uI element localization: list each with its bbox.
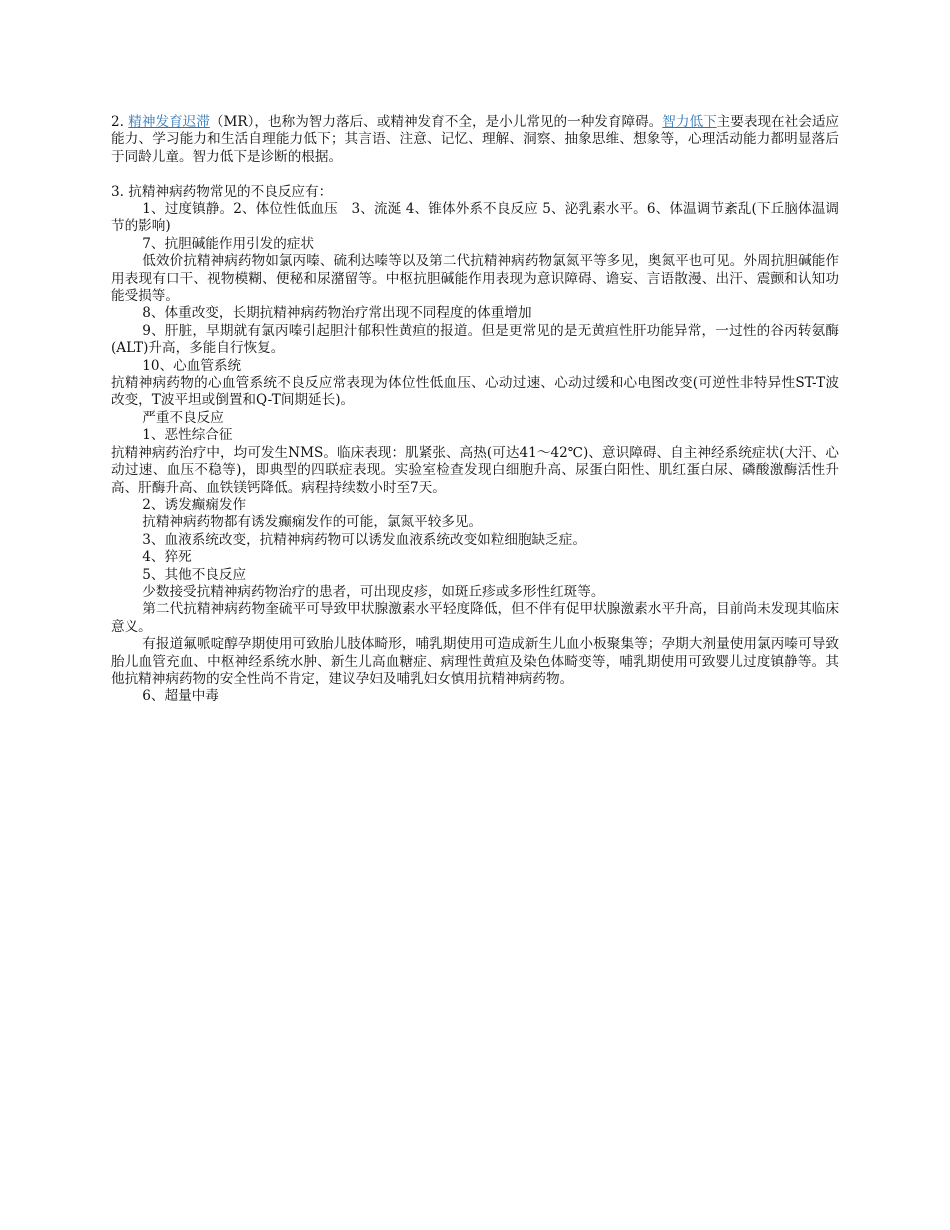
link-intellectual-disability[interactable]: 智力低下 — [662, 114, 717, 130]
section-3-paragraph: 3、血液系统改变，抗精神病药物可以诱发血液系统改变如粒细胞缺乏症。 — [142, 531, 586, 548]
paragraph-gap — [111, 166, 839, 183]
section-2-number: 2. — [111, 114, 129, 130]
section-3-heading: 3. 抗精神病药物常见的不良反应有： — [111, 183, 333, 200]
section-3-paragraph: 1、恶性综合征 — [142, 427, 233, 444]
section-3-paragraph: 9、肝脏，早期就有氯丙嗪引起胆汁郁积性黄疸的报道。但是更常见的是无黄疸性肝功能异常，一过性的谷丙转氨酶(ALT)升高，多能自行恢复。 — [111, 322, 839, 357]
section-3-paragraph: 7、抗胆碱能作用引发的症状 — [142, 235, 315, 252]
section-2-paragraph — [111, 114, 839, 166]
section-3-paragraph: 第二代抗精神病药物奎硫平可导致甲状腺激素水平轻度降低，但不伴有促甲状腺激素水平升高，目前尚未发现其临床意义。 — [111, 601, 839, 635]
link-mental-retardation[interactable]: 精神发育迟滞 — [128, 114, 210, 130]
section-3-paragraph: 4、猝死 — [142, 549, 192, 566]
section-3-paragraph: 抗精神病药物的心血管系统不良反应常表现为体位性低血压、心动过速、心动过缓和心电图改变(可逆性非特异性ST-T波改变，T波平坦或倒置和Q-T间期延长)。 — [111, 375, 839, 409]
section-3-paragraph: 抗精神病药治疗中，均可发生NMS。临床表现：肌紧张、高热(可达41～42℃)、意识障碍、自主神经系统症状(大汗、心动过速、血压不稳等)，即典型的四联症表现。实验室检查发现白细胞升高、尿蛋白阳性、肌红蛋白尿、磷酸激酶活性升高、肝酶升高、血铁镁钙降低。病程持续数小时至7天。 — [111, 444, 839, 496]
document-page — [111, 114, 839, 706]
section-3-paragraph: 抗精神病药物都有诱发癫痫发作的可能，氯氮平较多见。 — [142, 514, 483, 531]
section-3-paragraph: 8、体重改变，长期抗精神病药物治疗常出现不同程度的体重增加 — [142, 305, 532, 322]
section-3-paragraph: 5、其他不良反应 — [142, 566, 247, 583]
section-3-body — [111, 201, 839, 706]
section-3-paragraph: 10、心血管系统 — [142, 357, 242, 374]
section-3-paragraph: 少数接受抗精神病药物治疗的患者，可出现皮疹，如斑丘疹或多形性红斑等。 — [142, 583, 605, 600]
section-3-paragraph: 低效价抗精神病药物如氯丙嗪、硫利达嗪等以及第二代抗精神病药物氯氮平等多见，奥氮平也可见。外周抗胆碱能作用表现有口干、视物模糊、便秘和尿潴留等。中枢抗胆碱能作用表现为意识障碍、谵妄、言语散漫、出汗、震颤和认知功能受损等。 — [111, 253, 839, 305]
section-3-paragraph: 2、诱发癫痫发作 — [142, 496, 247, 513]
section-3-paragraph: 有报道氟哌啶醇孕期使用可致胎儿肢体畸形，哺乳期使用可造成新生儿血小板聚集等；孕期大剂量使用氯丙嗪可导致胎儿血管充血、中枢神经系统水肿、新生儿高血糖症、病理性黄疸及染色体畸变等，哺乳期使用可致婴儿过度镇静等。其他抗精神病药物的安全性尚不肯定，建议孕妇及哺乳妇女慎用抗精神病药物。 — [111, 636, 839, 687]
section-2-text-2: 主要表现在社会适应能力、学习能力和生活自理能力低下；其言语、注意、记忆、理解、洞察、抽象思维、想象等，心理活动能力都明显落后于同龄儿童。智力低下是诊断的根据。 — [111, 114, 840, 165]
section-2-text-1: （MR），也称为智力落后、或精神发育不全，是小儿常见的一种发育障碍。 — [209, 114, 663, 130]
section-3-paragraph: 6、超量中毒 — [142, 688, 219, 705]
section-3-paragraph: 严重不良反应 — [142, 409, 224, 426]
section-3-paragraph: 1、过度镇静。2、体位性低血压 3、流涎 4、锥体外系不良反应 5、泌乳素水平。6、体温调节紊乱(下丘脑体温调节的影响) — [111, 201, 839, 235]
